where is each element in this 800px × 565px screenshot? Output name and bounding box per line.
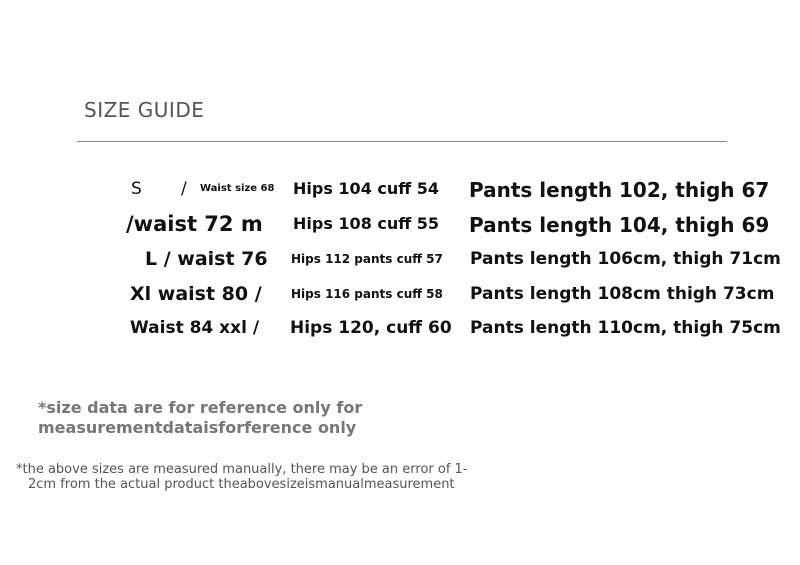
reference-note-line: measurementdataisforference only [38,418,357,437]
waist-cell: Xl waist 80 / [130,283,262,305]
waist-cell: /waist 72 m [126,212,263,236]
reference-note-line: *size data are for reference only for [38,398,363,417]
hips-cell: Hips 120, cuff 60 [290,318,452,338]
waist-cell: Waist 84 xxl / [130,318,260,338]
page-title: SIZE GUIDE [84,98,205,122]
pants-cell: Pants length 102, thigh 67 [469,178,770,202]
title-divider [77,141,727,142]
waist-cell: Waist size 68 [200,183,275,194]
hips-cell: Hips 116 pants cuff 58 [291,287,443,301]
pants-cell: Pants length 110cm, thigh 75cm [470,318,781,338]
pants-cell: Pants length 104, thigh 69 [469,213,770,237]
waist-cell: L / waist 76 [145,248,268,270]
measurement-note-line: 2cm from the actual product theabovesizeismanualmeasurement [28,477,455,492]
pants-cell: Pants length 108cm thigh 73cm [470,284,775,304]
pants-cell: Pants length 106cm, thigh 71cm [470,249,781,269]
size-label: S [131,179,142,199]
measurement-note-line: *the above sizes are measured manually, there may be an error of 1- [16,462,468,477]
measurement-note [16,462,496,492]
hips-cell: Hips 104 cuff 54 [293,179,440,198]
hips-cell: Hips 108 cuff 55 [293,214,440,233]
separator: / [181,179,187,199]
reference-note [38,398,398,438]
hips-cell: Hips 112 pants cuff 57 [291,252,443,266]
